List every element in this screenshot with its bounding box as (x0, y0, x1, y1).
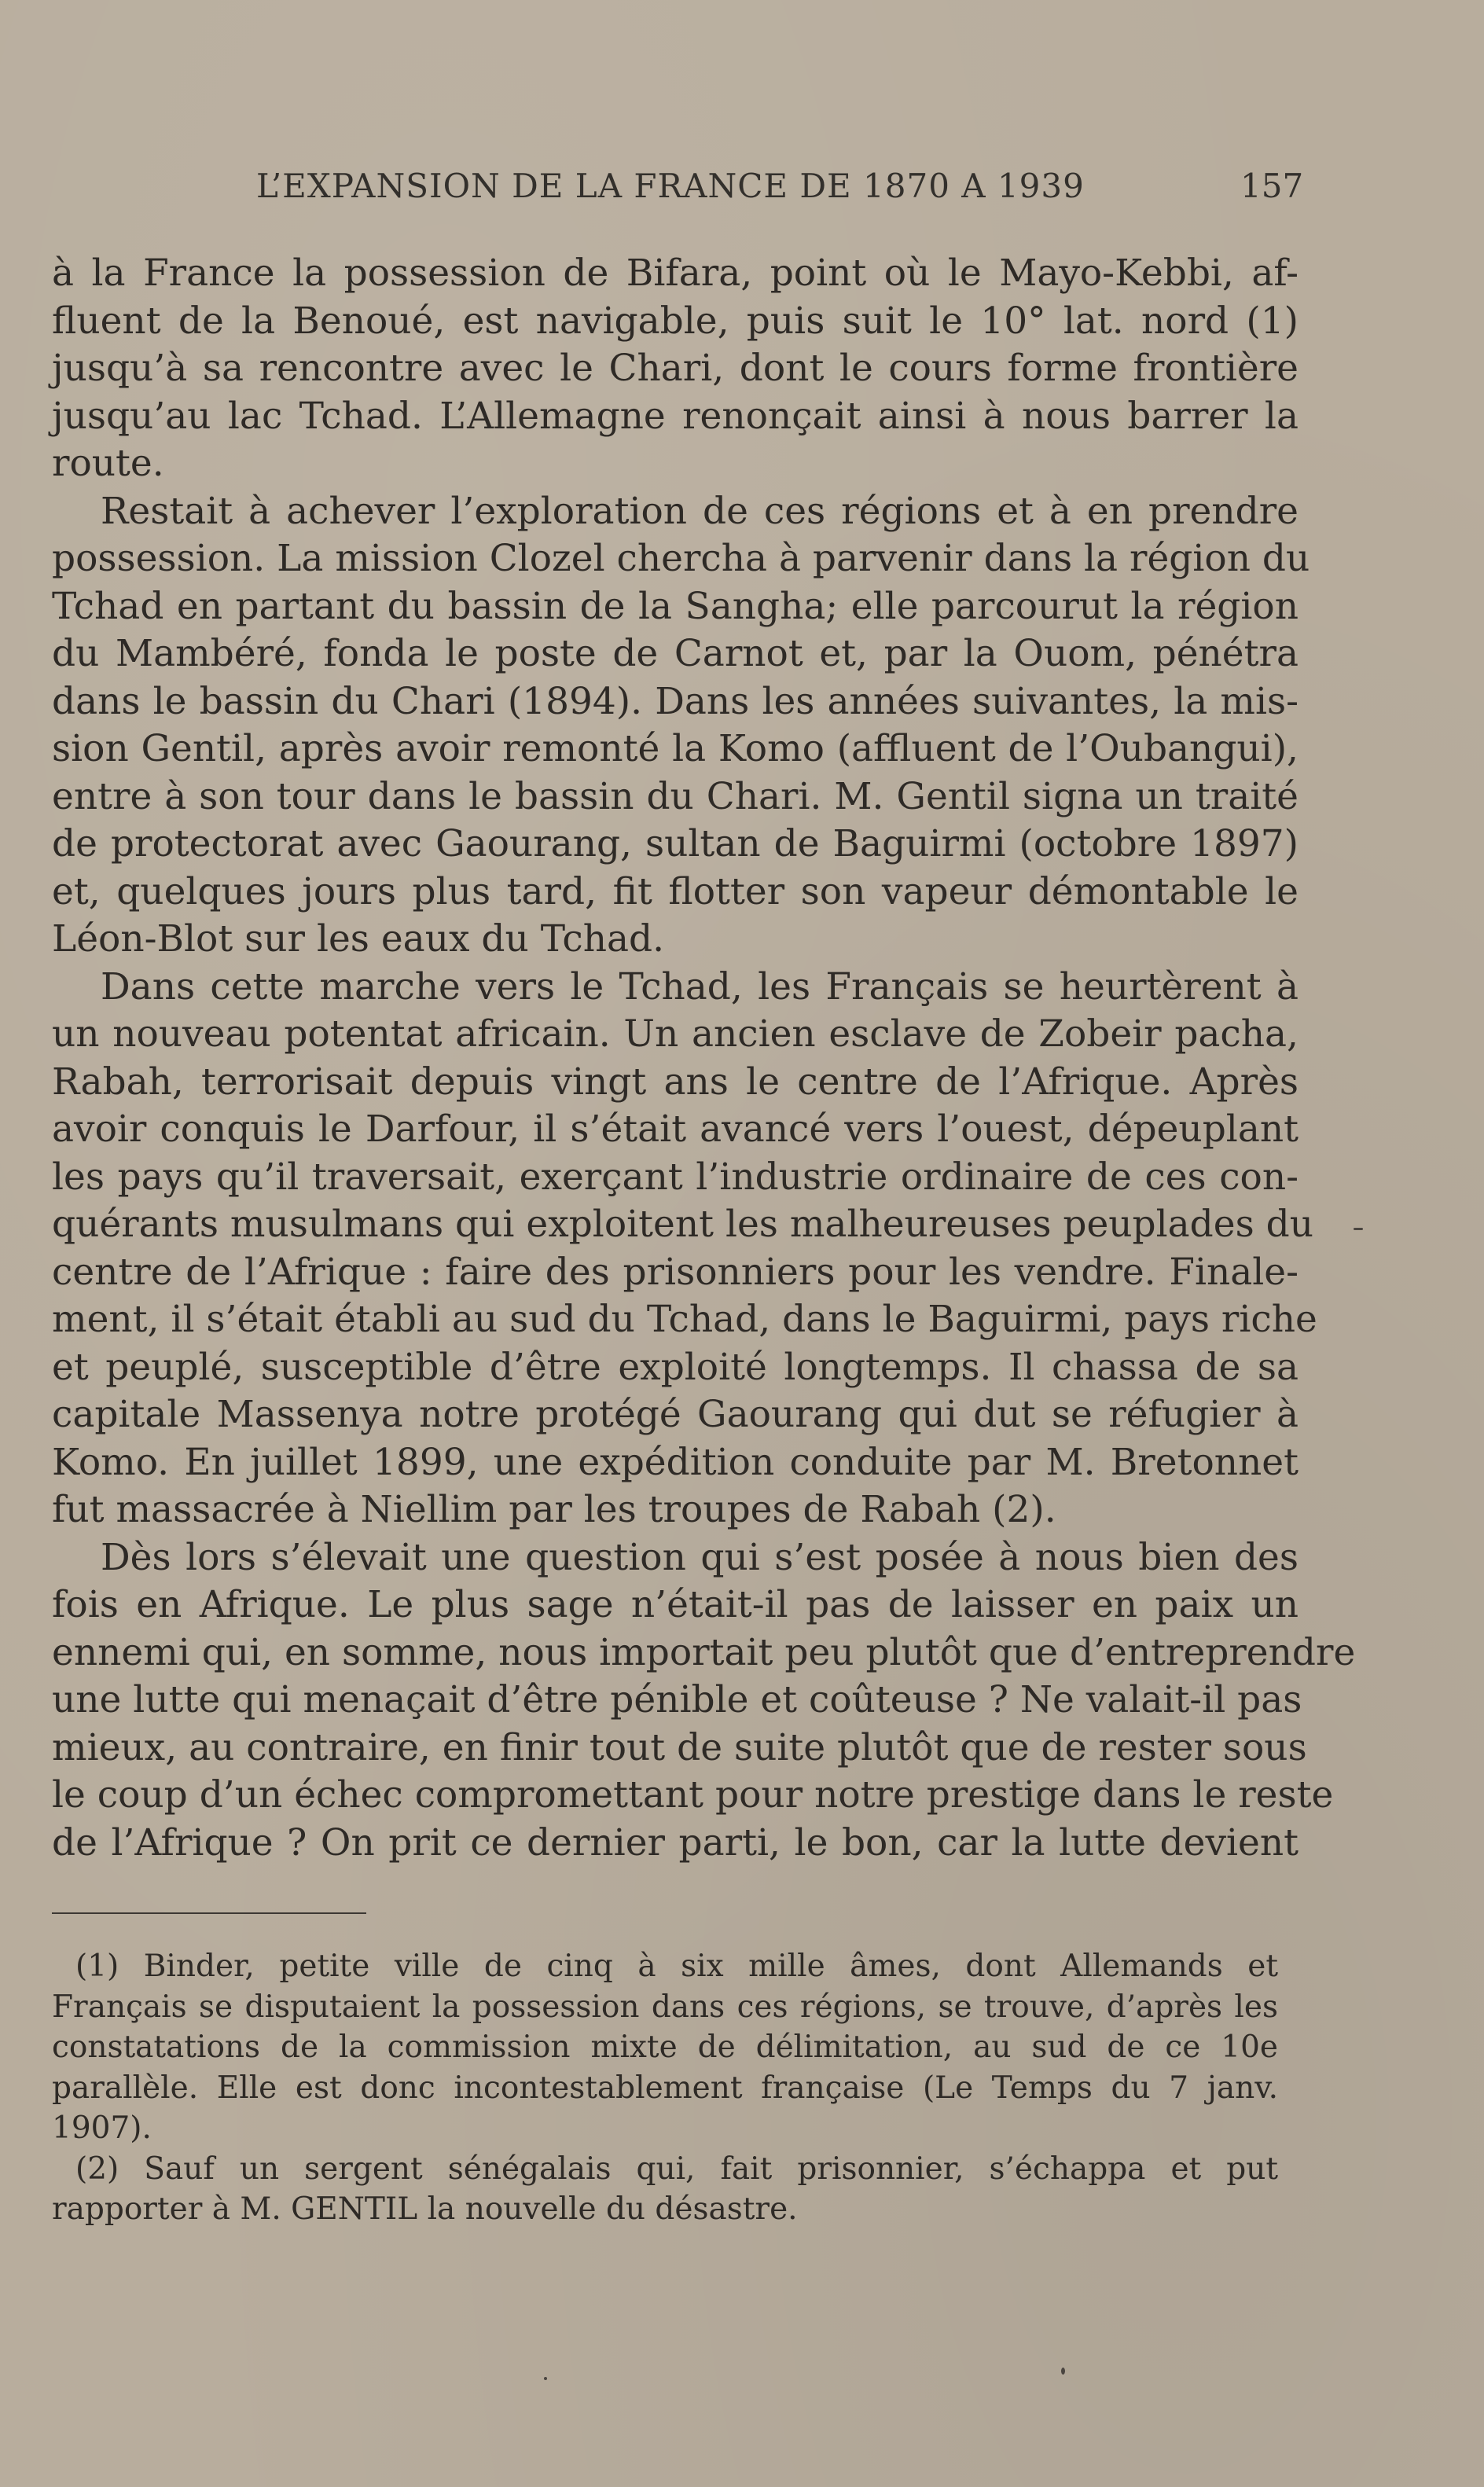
footnote-line: rapporter à M. GENTIL la nouvelle du désastre. (52, 2191, 798, 2227)
text-line: Léon-Blot sur les eaux du Tchad. (52, 917, 665, 961)
paper-speck (1061, 2368, 1065, 2375)
text-line: fluent de la Benoué, est navigable, puis suit le 10° lat. nord (1) (52, 299, 1298, 343)
text-line: ment, il s’était établi au sud du Tchad, dans le Baguirmi, pays riche (52, 1298, 1317, 1341)
text-line: une lutte qui menaçait d’être pénible et coûteuse ? Ne valait-il pas (52, 1678, 1302, 1721)
text-line: centre de l’Afrique : faire des prisonniers pour les vendre. Finale- (52, 1250, 1298, 1294)
text-line: dans le bassin du Chari (1894). Dans les années suivantes, la mis- (52, 679, 1298, 723)
text-line: et, quelques jours plus tard, fit flotter son vapeur démontable le (52, 869, 1298, 913)
text-line: possession. La mission Clozel chercha à parvenir dans la région du (52, 537, 1310, 580)
footnote-line: (2) Sauf un sergent sénégalais qui, fait prisonnier, s’échappa et put (75, 2151, 1278, 2187)
text-line: Restait à achever l’exploration de ces régions et à en prendre (101, 489, 1298, 533)
text-line: à la France la possession de Bifara, point où le Mayo-Kebbi, af- (52, 252, 1298, 295)
page-number: 157 (1240, 167, 1304, 205)
paper-speck (1354, 1228, 1363, 1230)
footnote-line: parallèle. Elle est donc incontestablement française (Le Temps du 7 janv. (52, 2070, 1278, 2106)
text-line: Dès lors s’élevait une question qui s’est posée à nous bien des (101, 1535, 1298, 1579)
text-line: les pays qu’il traversait, exerçant l’industrie ordinaire de ces con- (52, 1155, 1298, 1199)
footnotes (52, 1946, 1278, 2230)
page-header (0, 167, 1484, 222)
text-line: entre à son tour dans le bassin du Chari. M. Gentil signa un traité (52, 774, 1298, 818)
paper-speck (544, 2377, 547, 2380)
text-line: fois en Afrique. Le plus sage n’était-il pas de laisser en paix un (52, 1583, 1298, 1626)
text-line: Tchad en partant du bassin de la Sangha; elle parcourut la région (52, 584, 1298, 628)
text-line: sion Gentil, après avoir remonté la Komo (affluent de l’Oubangui), (52, 727, 1298, 770)
footnote-separator (52, 1912, 366, 1914)
text-line: de l’Afrique ? On prit ce dernier parti, le bon, car la lutte devient (52, 1820, 1298, 1864)
footnote-line: constatations de la commission mixte de délimitation, au sud de ce 10e (52, 2030, 1278, 2065)
text-line: avoir conquis le Darfour, il s’était avancé vers l’ouest, dépeuplant (52, 1108, 1298, 1151)
text-line: Komo. En juillet 1899, une expédition conduite par M. Bretonnet (52, 1440, 1298, 1484)
text-line: le coup d’un échec compromettant pour notre prestige dans le reste (52, 1773, 1334, 1817)
footnote-line: Français se disputaient la possession dans ces régions, se trouve, d’après les (52, 1989, 1278, 2025)
text-line: route. (52, 442, 164, 485)
text-line: jusqu’au lac Tchad. L’Allemagne renonçait ainsi à nous barrer la (52, 394, 1298, 438)
body-text (52, 250, 1356, 1867)
footnote-line: (1) Binder, petite ville de cinq à six mille âmes, dont Allemands et (75, 1949, 1278, 1984)
text-line: Rabah, terrorisait depuis vingt ans le centre de l’Afrique. Après (52, 1060, 1298, 1104)
text-line: ennemi qui, en somme, nous importait peu plutôt que d’entreprendre (52, 1630, 1356, 1674)
text-line: quérants musulmans qui exploitent les malheureuses peuplades du (52, 1203, 1313, 1246)
text-line: fut massacrée à Niellim par les troupes de Rabah (2). (52, 1488, 1056, 1531)
text-line: du Mambéré, fonda le poste de Carnot et, par la Ouom, pénétra (52, 632, 1298, 675)
text-line: un nouveau potentat africain. Un ancien esclave de Zobeir pacha, (52, 1012, 1298, 1056)
text-line: et peuplé, susceptible d’être exploité longtemps. Il chassa de sa (52, 1345, 1298, 1389)
text-line: jusqu’à sa rencontre avec le Chari, dont le cours forme frontière (52, 347, 1298, 390)
text-line: capitale Massenya notre protégé Gaourang qui dut se réfugier à (52, 1393, 1298, 1436)
text-line: Dans cette marche vers le Tchad, les Français se heurtèrent à (101, 964, 1298, 1008)
text-line: mieux, au contraire, en finir tout de suite plutôt que de rester sous (52, 1725, 1307, 1769)
running-title: L’EXPANSION DE LA FRANCE DE 1870 A 1939 (256, 167, 1085, 205)
footnote-line: 1907). (52, 2110, 152, 2146)
text-line: de protectorat avec Gaourang, sultan de Baguirmi (octobre 1897) (52, 822, 1298, 865)
